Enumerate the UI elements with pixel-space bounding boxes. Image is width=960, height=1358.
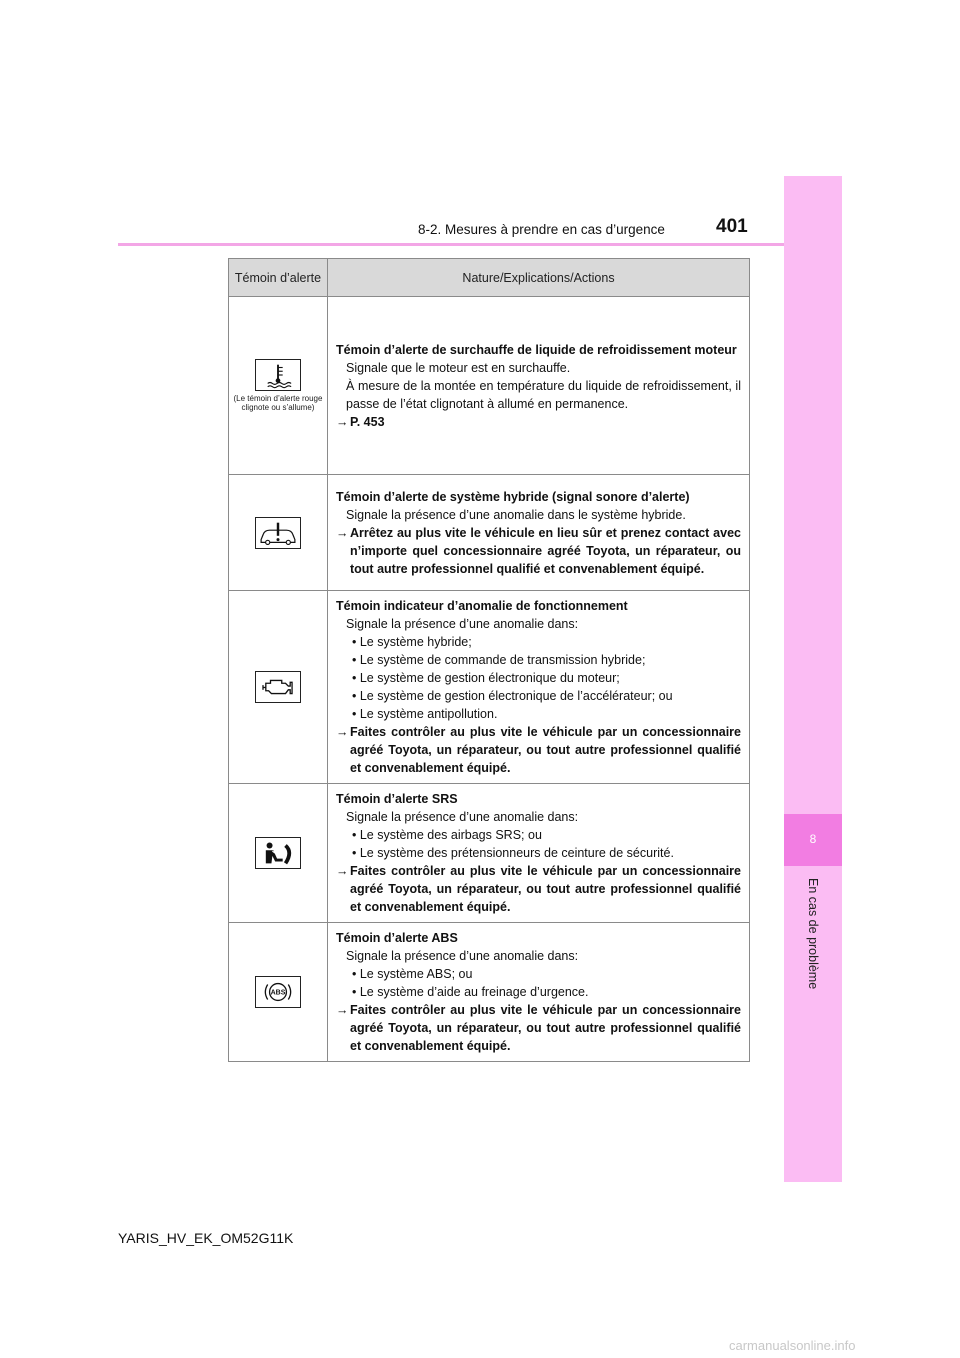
list-item: • Le système hybride; bbox=[352, 635, 472, 649]
document-code: YARIS_HV_EK_OM52G11K bbox=[118, 1230, 294, 1246]
row-action bbox=[336, 1001, 741, 1055]
coolant-temperature-icon bbox=[255, 359, 301, 391]
icon-cell bbox=[229, 923, 328, 1062]
table-row bbox=[229, 297, 750, 475]
column-header-description: Nature/Explications/Actions bbox=[328, 259, 750, 297]
row-text: Signale la présence d’une anomalie dans le système hybride. bbox=[346, 507, 686, 522]
row-title: Témoin d’alerte de système hybride (signal sonore d’alerte) bbox=[336, 489, 690, 504]
row-action-text: Arrêtez au plus vite le véhicule en lieu sûr et prenez contact avec n’importe quel concessionnaire agréé Toyota, un réparateur, ou tout autre professionnel qualifié et convenablement équipé. bbox=[350, 525, 741, 576]
description-cell bbox=[328, 923, 750, 1062]
abs-icon-label: ABS bbox=[270, 989, 286, 997]
list-item: • Le système antipollution. bbox=[352, 707, 498, 721]
row-title: Témoin d’alerte ABS bbox=[336, 931, 458, 945]
list-item: • Le système de commande de transmission hybride; bbox=[352, 653, 646, 667]
row-action-text: Faites contrôler au plus vite le véhicule par un concessionnaire agréé Toyota, un réparateur, ou tout autre professionnel qualifié et convenablement équipé. bbox=[350, 1003, 741, 1053]
arrow-right-icon: → bbox=[336, 414, 349, 429]
column-header-icon: Témoin d’alerte bbox=[229, 259, 328, 297]
header-rule bbox=[118, 243, 842, 246]
row-text: Signale la présence d’une anomalie dans: bbox=[346, 617, 579, 631]
row-title: Témoin indicateur d’anomalie de fonctionnement bbox=[336, 599, 628, 613]
description-cell bbox=[328, 475, 750, 591]
description-cell bbox=[328, 784, 750, 923]
airbag-srs-icon bbox=[255, 837, 301, 869]
list-item: • Le système des airbags SRS; ou bbox=[352, 828, 542, 842]
description-cell bbox=[328, 297, 750, 475]
icon-cell bbox=[229, 784, 328, 923]
icon-cell bbox=[229, 591, 328, 784]
abs-icon bbox=[255, 976, 301, 1008]
chapter-side-tab[interactable] bbox=[784, 176, 842, 1182]
table-row bbox=[229, 475, 750, 591]
row-text: À mesure de la montée en température du liquide de refroidissement, il passe de l’état clignotant à allumé en permanence. bbox=[346, 378, 741, 411]
table-row bbox=[229, 784, 750, 923]
description-cell bbox=[328, 591, 750, 784]
row-action bbox=[336, 862, 741, 916]
arrow-right-icon: → bbox=[336, 725, 349, 739]
table-row bbox=[229, 591, 750, 784]
page-number: 401 bbox=[716, 216, 748, 237]
row-action bbox=[336, 413, 741, 431]
section-title: 8-2. Mesures à prendre en cas d’urgence bbox=[418, 222, 665, 237]
table-row bbox=[229, 923, 750, 1062]
row-title: Témoin d’alerte de surchauffe de liquide de refroidissement moteur bbox=[336, 342, 737, 357]
arrow-right-icon: → bbox=[336, 525, 349, 540]
list-item: • Le système de gestion électronique du moteur; bbox=[352, 671, 620, 685]
icon-cell bbox=[229, 297, 328, 475]
icon-cell bbox=[229, 475, 328, 591]
icon-note: (Le témoin d’alerte rouge clignote ou s’allume) bbox=[233, 394, 323, 412]
watermark: carmanualsonline.info bbox=[729, 1338, 856, 1353]
row-action-text: Faites contrôler au plus vite le véhicule par un concessionnaire agréé Toyota, un réparateur, ou tout autre professionnel qualifié et convenablement équipé. bbox=[350, 864, 741, 914]
arrow-right-icon: → bbox=[336, 864, 349, 878]
list-item: • Le système de gestion électronique de l’accélérateur; ou bbox=[352, 689, 673, 703]
chapter-label: En cas de problème bbox=[806, 878, 820, 990]
row-text: Signale que le moteur est en surchauffe. bbox=[346, 360, 571, 375]
check-engine-icon bbox=[255, 671, 301, 703]
arrow-right-icon: → bbox=[336, 1003, 349, 1017]
row-text: Signale la présence d’une anomalie dans: bbox=[346, 810, 579, 824]
page-reference-link[interactable]: P. 453 bbox=[350, 414, 385, 429]
row-action bbox=[336, 524, 741, 578]
warning-lights-table bbox=[228, 258, 750, 1062]
list-item: • Le système ABS; ou bbox=[352, 967, 473, 981]
row-text: Signale la présence d’une anomalie dans: bbox=[346, 949, 579, 963]
hybrid-system-warning-icon bbox=[255, 517, 301, 549]
list-item: • Le système d’aide au freinage d’urgence. bbox=[352, 985, 589, 999]
row-action bbox=[336, 723, 741, 777]
row-action-text: Faites contrôler au plus vite le véhicule par un concessionnaire agréé Toyota, un réparateur, ou tout autre professionnel qualifié et convenablement équipé. bbox=[350, 725, 741, 775]
list-item: • Le système des prétensionneurs de ceinture de sécurité. bbox=[352, 846, 674, 860]
row-title: Témoin d’alerte SRS bbox=[336, 792, 458, 806]
chapter-number: 8 bbox=[784, 814, 842, 866]
